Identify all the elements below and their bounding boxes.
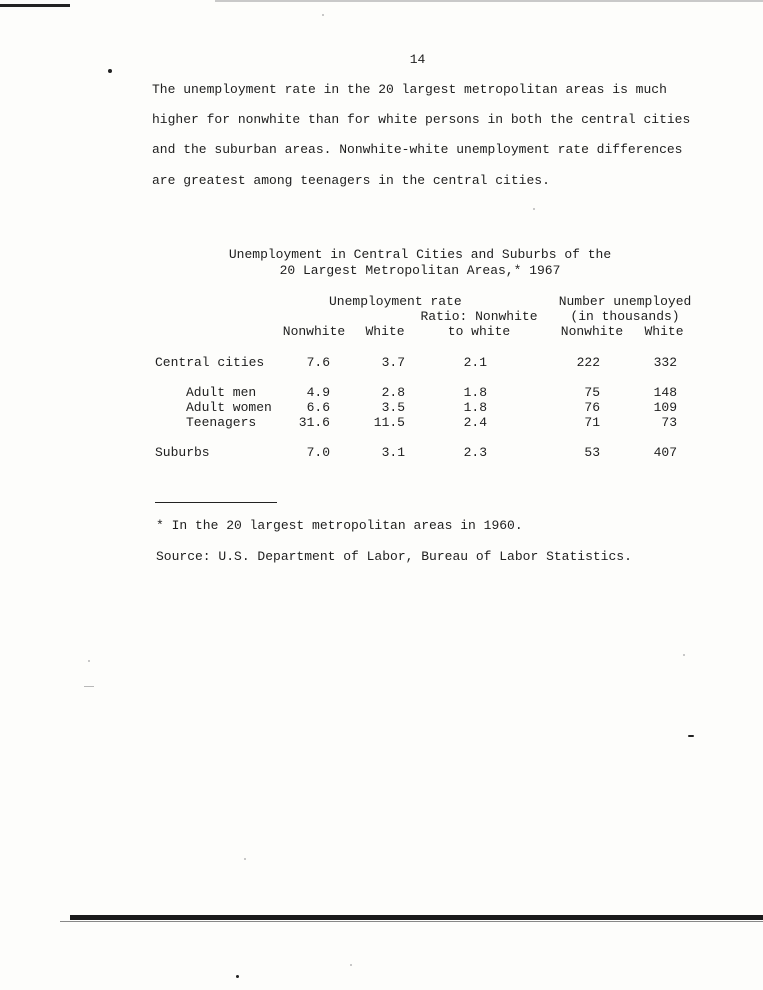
cell-rate-nonwhite: 6.6 — [306, 400, 330, 415]
cell-rate-nonwhite: 4.9 — [306, 385, 330, 400]
cell-rate-white: 3.5 — [381, 400, 405, 415]
col-header-num-nonwhite: Nonwhite — [560, 324, 624, 339]
cell-rate-nonwhite: 7.0 — [306, 445, 330, 460]
table-title-line-2: 20 Largest Metropolitan Areas,* 1967 — [279, 263, 561, 278]
cell-num-nonwhite: 71 — [584, 415, 600, 430]
cell-ratio: 1.8 — [463, 400, 487, 415]
header-ratio-line-1: Ratio: Nonwhite — [420, 309, 538, 324]
margin-dot — [108, 69, 112, 73]
cell-num-nonwhite: 75 — [584, 385, 600, 400]
col-header-rate-white: White — [365, 324, 405, 339]
cell-num-white: 148 — [653, 385, 677, 400]
cell-num-nonwhite: 222 — [576, 355, 600, 370]
cell-rate-white: 3.1 — [381, 445, 405, 460]
speck — [88, 660, 90, 662]
cell-rate-white: 11.5 — [373, 415, 405, 430]
paragraph-line-4: are greatest among teenagers in the central cities. — [152, 173, 550, 188]
cell-num-white: 407 — [653, 445, 677, 460]
row-label: Adult men — [186, 385, 257, 400]
speck — [322, 14, 324, 16]
speck — [84, 686, 94, 687]
header-unemployment-rate: Unemployment rate — [329, 294, 462, 309]
cell-ratio: 2.3 — [463, 445, 487, 460]
col-header-rate-nonwhite: Nonwhite — [282, 324, 346, 339]
source-note: Source: U.S. Department of Labor, Bureau of Labor Statistics. — [156, 549, 632, 564]
bottom-edge-thin-rule — [60, 921, 763, 922]
cell-num-white: 73 — [661, 415, 677, 430]
speck — [688, 735, 694, 737]
top-edge-faint-rule — [215, 0, 763, 2]
cell-ratio: 2.4 — [463, 415, 487, 430]
speck — [683, 654, 685, 656]
cell-ratio: 2.1 — [463, 355, 487, 370]
top-edge-rule — [0, 4, 70, 7]
col-header-num-white: White — [644, 324, 684, 339]
table-title-line-1: Unemployment in Central Cities and Suburbs of the — [228, 247, 612, 262]
cell-num-nonwhite: 76 — [584, 400, 600, 415]
speck — [244, 858, 246, 860]
footnote: * In the 20 largest metropolitan areas in 1960. — [156, 518, 523, 533]
cell-rate-white: 3.7 — [381, 355, 405, 370]
row-label: Adult women — [186, 400, 272, 415]
paragraph-line-3: and the suburban areas. Nonwhite-white unemployment rate differences — [152, 142, 683, 157]
bottom-edge-rule — [70, 915, 763, 920]
cell-num-white: 109 — [653, 400, 677, 415]
row-label: Central cities — [155, 355, 265, 370]
cell-ratio: 1.8 — [463, 385, 487, 400]
cell-num-nonwhite: 53 — [584, 445, 600, 460]
cell-rate-nonwhite: 31.6 — [298, 415, 330, 430]
cell-rate-nonwhite: 7.6 — [306, 355, 330, 370]
speck — [350, 964, 352, 966]
cell-rate-white: 2.8 — [381, 385, 405, 400]
header-number-unemployed-line-1: Number unemployed — [558, 294, 692, 309]
header-number-unemployed-line-2: (in thousands) — [570, 309, 680, 324]
paragraph-line-1: The unemployment rate in the 20 largest metropolitan areas is much — [152, 82, 667, 97]
speck — [533, 208, 535, 210]
row-label: Teenagers — [186, 415, 257, 430]
row-label: Suburbs — [155, 445, 210, 460]
cell-num-white: 332 — [653, 355, 677, 370]
footnote-divider — [155, 502, 277, 503]
paragraph-line-2: higher for nonwhite than for white persons in both the central cities — [152, 112, 691, 127]
header-ratio-line-2: to white — [447, 324, 511, 339]
page-number: 14 — [409, 52, 426, 67]
speck — [236, 975, 239, 978]
